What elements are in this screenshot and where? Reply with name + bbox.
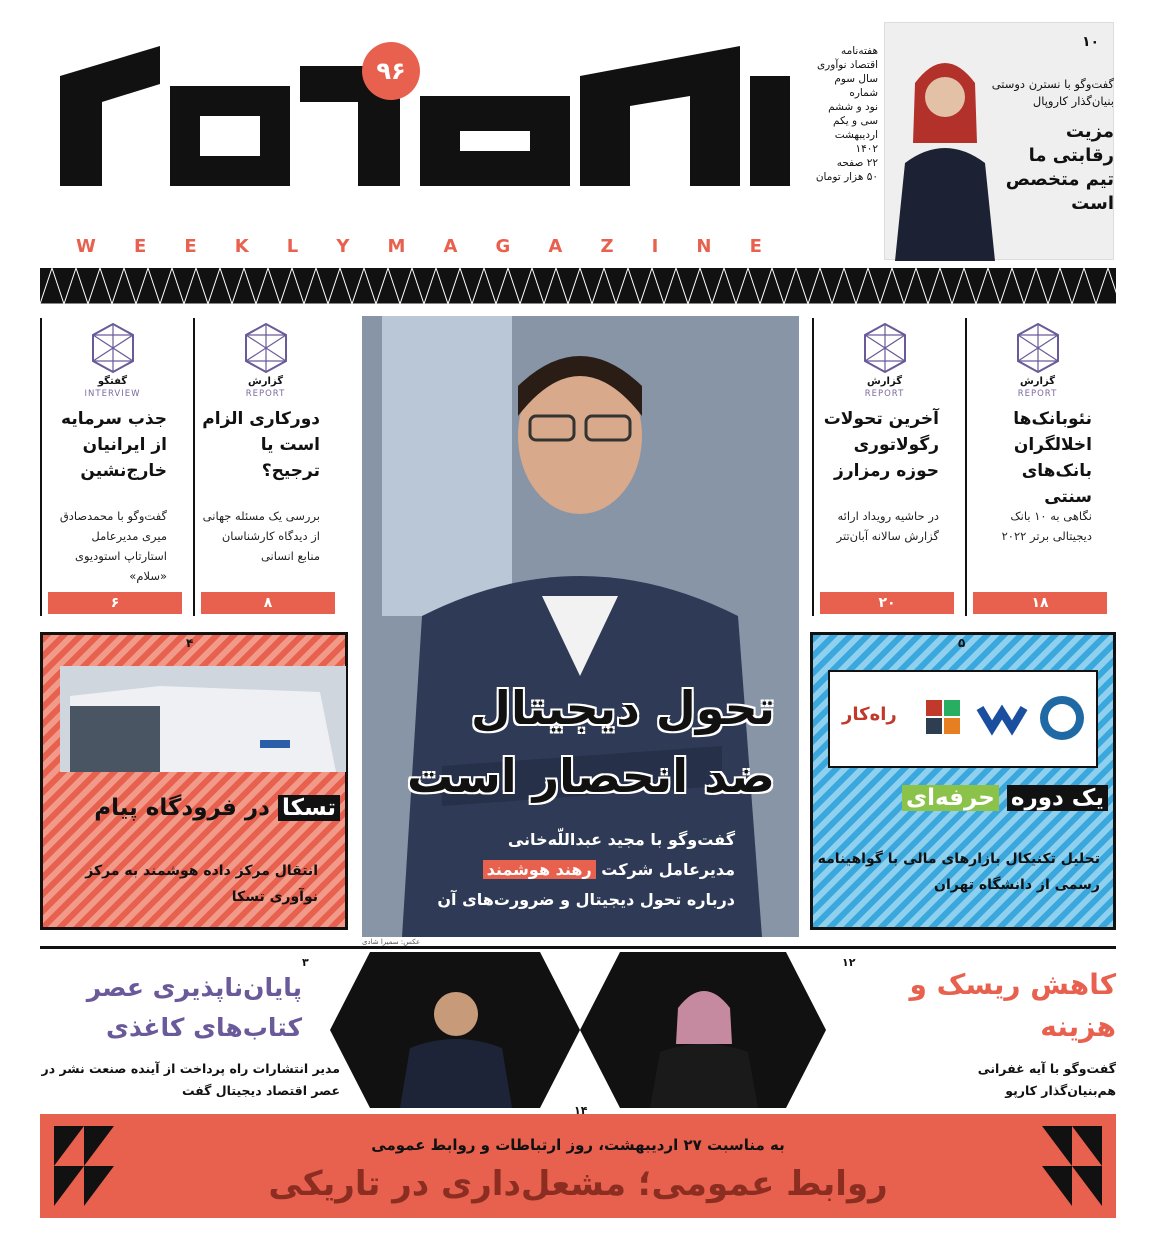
strip-triangle xyxy=(112,268,136,304)
meta-line: ۵۰ هزار تومان xyxy=(815,171,878,183)
polygon-mesh-icon xyxy=(240,322,292,374)
tagline-letter: I xyxy=(651,236,661,257)
column-kind: گزارش xyxy=(1019,376,1056,387)
strip-triangle xyxy=(736,268,760,304)
course-title-text: یک دوره xyxy=(1007,785,1108,811)
strip-triangle xyxy=(400,268,424,304)
strip-triangle xyxy=(808,268,832,304)
column-kind-en: REPORT xyxy=(245,389,286,399)
tesk-page-number: ۴ xyxy=(186,636,194,650)
photo-credit: عکس: سمیرا شادی xyxy=(362,938,421,946)
masthead-letter: N xyxy=(610,186,630,212)
interviewee-hexagons xyxy=(330,948,830,1112)
course-page-number: ۵ xyxy=(958,636,966,650)
polygon-mesh-icon xyxy=(1012,322,1064,374)
cover-sub-text: مدیرعامل شرکت xyxy=(601,860,735,879)
cover-title-line2: ضد انحصار است xyxy=(406,749,775,803)
meta-line: ۲۲ صفحه xyxy=(836,157,878,169)
strip-triangle xyxy=(616,268,640,304)
strip-triangle xyxy=(640,268,664,304)
risk-page-number: ۱۲ xyxy=(842,956,856,969)
meta-line: اقتصاد نوآوری xyxy=(816,59,878,71)
strip-triangle xyxy=(760,268,784,304)
datacenter-building-image xyxy=(60,666,346,772)
strip-triangle xyxy=(184,268,208,304)
tagline-letter: Z xyxy=(600,236,616,257)
strip-triangle xyxy=(880,268,904,304)
strip-triangle xyxy=(88,268,112,304)
tesk-title-highlight: تسکا xyxy=(278,795,340,821)
issue-number-badge: ۹۶ xyxy=(362,42,420,100)
tagline-letter: Y xyxy=(336,236,352,257)
strip-triangle xyxy=(64,268,88,304)
tagline-letter: M xyxy=(387,236,408,257)
strip-triangle xyxy=(304,268,328,304)
strip-triangle xyxy=(544,268,568,304)
strip-triangle xyxy=(496,268,520,304)
column-crypto-regulation[interactable] xyxy=(812,318,957,616)
cover-title-line1: تحول دیجیتال xyxy=(471,681,775,735)
tagline-letter: E xyxy=(184,236,199,257)
tagline-letter: N xyxy=(696,236,714,257)
cover-company-highlight: رهند هوشمند xyxy=(483,860,596,879)
column-rule xyxy=(965,318,967,616)
decorative-triangle-strip xyxy=(40,268,1116,304)
strip-triangle xyxy=(976,268,1000,304)
strip-triangle xyxy=(352,268,376,304)
column-title: دورکاری الزام است یا ترجیح؟ xyxy=(202,409,320,481)
column-kind-en: REPORT xyxy=(864,389,905,399)
tagline-letter: A xyxy=(548,236,565,257)
meta-line: شماره xyxy=(849,87,878,99)
column-kind: گزارش xyxy=(247,376,284,387)
cover-subtitle-line1: گفت‌وگو با مجید عبداللّه‌خانی xyxy=(507,830,735,849)
banner-page-number: ۱۴ xyxy=(574,1104,588,1117)
column-rule xyxy=(812,318,814,616)
column-kind-en: REPORT xyxy=(1017,389,1058,399)
masthead-tagline xyxy=(40,236,800,257)
strip-triangle xyxy=(832,268,856,304)
strip-triangle xyxy=(928,268,952,304)
strip-triangle xyxy=(1048,268,1072,304)
strip-triangle xyxy=(664,268,688,304)
strip-triangle xyxy=(472,268,496,304)
banner-subtitle: به مناسبت ۲۷ اردیبهشت، روز ارتباطات و روابط عمومی xyxy=(371,1136,785,1154)
tagline-letter: W xyxy=(76,236,98,257)
tagline-letter: A xyxy=(443,236,460,257)
meta-line: هفته‌نامه xyxy=(840,45,878,57)
column-title: نئوبانک‌ها اخلالگران بانک‌های سنتی xyxy=(1013,409,1092,507)
strip-triangle xyxy=(856,268,880,304)
cover-subtitle-line2 xyxy=(375,856,735,884)
strip-triangle xyxy=(40,268,64,304)
strip-triangle xyxy=(280,268,304,304)
tagline-letter: L xyxy=(286,236,301,257)
column-description: بررسی یک مسئله جهانی از دیدگاه کارشناسان منابع انسانی xyxy=(202,509,320,563)
masthead-letter: K xyxy=(76,186,94,212)
column-kind: گفتگو xyxy=(97,376,128,387)
column-kind: گزارش xyxy=(866,376,903,387)
strip-triangle xyxy=(424,268,448,304)
course-title xyxy=(816,778,1108,818)
course-subtitle: تحلیل تکنیکال بازارهای مالی با گواهینامه رسمی از دانشگاه تهران xyxy=(817,851,1100,893)
strip-triangle xyxy=(904,268,928,304)
strip-triangle xyxy=(568,268,592,304)
tagline-letter: E xyxy=(133,236,149,257)
strip-triangle xyxy=(1072,268,1096,304)
column-rule xyxy=(193,318,195,616)
column-page-number: ۸ xyxy=(201,592,335,614)
tagline-letter: G xyxy=(495,236,513,257)
polygon-mesh-icon xyxy=(859,322,911,374)
risk-subtitle: گفت‌وگو با آیه غفرانی هم‌بنیان‌گذار کارپو xyxy=(977,1061,1116,1098)
tesk-title-text: در فرودگاه پیام xyxy=(94,795,270,821)
column-page-number: ۱۸ xyxy=(973,592,1107,614)
strip-triangle xyxy=(712,268,736,304)
strip-triangle xyxy=(592,268,616,304)
building-illustration xyxy=(60,666,346,772)
strip-triangle xyxy=(232,268,256,304)
strip-triangle xyxy=(208,268,232,304)
strip-triangle xyxy=(160,268,184,304)
column-neobanks[interactable] xyxy=(965,318,1110,616)
meta-line: اردیبهشت xyxy=(834,129,878,141)
strip-triangle xyxy=(328,268,352,304)
risk-title: کاهش ریسک و هزینه xyxy=(909,968,1116,1043)
strip-triangle xyxy=(1096,268,1116,304)
column-kind-en: INTERVIEW xyxy=(84,389,141,399)
triangle-pattern xyxy=(40,268,1116,304)
cover-subtitle-line3: درباره تحول دیجیتال و ضرورت‌های آن xyxy=(437,890,735,909)
meta-line: سال سوم xyxy=(834,73,878,85)
masthead-letter: A xyxy=(209,186,227,212)
strip-triangle xyxy=(376,268,400,304)
banner-title: روابط عمومی؛ مشعل‌داری در تاریکی xyxy=(268,1164,888,1204)
meta-line: نود و ششم xyxy=(828,101,878,113)
books-subtitle: مدیر انتشارات راه پرداخت از آینده صنعت نشر در عصر اقتصاد دیجیتال گفت xyxy=(41,1061,340,1098)
strip-triangle xyxy=(688,268,712,304)
course-title-highlight: حرفه‌ای xyxy=(902,785,999,811)
banner-triangle-ornament-right xyxy=(1042,1126,1102,1206)
strip-triangle xyxy=(448,268,472,304)
tagline-letter: K xyxy=(234,236,251,257)
column-rule xyxy=(40,318,42,616)
column-page-number: ۲۰ xyxy=(820,592,954,614)
meta-line: ۱۴۰۲ xyxy=(855,143,878,155)
polygon-mesh-icon xyxy=(87,322,139,374)
strip-triangle xyxy=(1024,268,1048,304)
issue-meta xyxy=(812,44,878,184)
strip-triangle xyxy=(520,268,544,304)
column-title: جذب سرمایه از ایرانیان خارج‌نشین xyxy=(61,409,167,481)
tesk-subtitle: انتقال مرکز داده هوشمند به مرکز نوآوری تسکا xyxy=(85,863,318,905)
tagline-letter: E xyxy=(749,236,764,257)
interview-subtitle: گفت‌وگو با نسترن دوستی بنیان‌گذار کاروپال xyxy=(991,77,1114,108)
books-title: پایان‌ناپذیری عصر کتاب‌های کاغذی xyxy=(86,973,302,1042)
page-number: ۱۰ xyxy=(1082,34,1100,50)
column-remote-work[interactable] xyxy=(193,318,338,616)
strip-triangle xyxy=(952,268,976,304)
strip-triangle xyxy=(256,268,280,304)
interview-headline: مزیت رقابتی ما تیم متخصص است xyxy=(1005,121,1114,214)
rahkar-logo-text: راه‌کار xyxy=(842,704,897,725)
tesk-title xyxy=(44,788,340,828)
strip-triangle xyxy=(1000,268,1024,304)
column-description: گفت‌وگو با محمدصادق میری مدیرعامل استارتاپ استودیوی «سلام» xyxy=(59,509,167,583)
masthead-name-en xyxy=(40,185,800,213)
strip-triangle xyxy=(136,268,160,304)
column-description: نگاهی به ۱۰ بانک دیجیتالی برتر ۲۰۲۲ xyxy=(1001,509,1092,543)
strip-triangle xyxy=(784,268,808,304)
masthead-letter: A xyxy=(477,186,495,212)
column-description: در حاشیه رویداد ارائه گزارش سالانه آبان‌تتر xyxy=(836,509,939,543)
masthead-letter: G xyxy=(745,186,764,212)
column-page-number: ۶ xyxy=(48,592,182,614)
column-title: آخرین تحولات رگولاتوری حوزه رمزارز xyxy=(823,409,939,481)
meta-line: سی و یکم xyxy=(832,115,878,127)
banner-triangle-ornament-left xyxy=(54,1126,114,1206)
books-page-number: ۳ xyxy=(302,956,309,969)
partner-logos-panel xyxy=(828,670,1098,768)
column-interview[interactable] xyxy=(40,318,185,616)
masthead-letter: R xyxy=(343,186,361,212)
